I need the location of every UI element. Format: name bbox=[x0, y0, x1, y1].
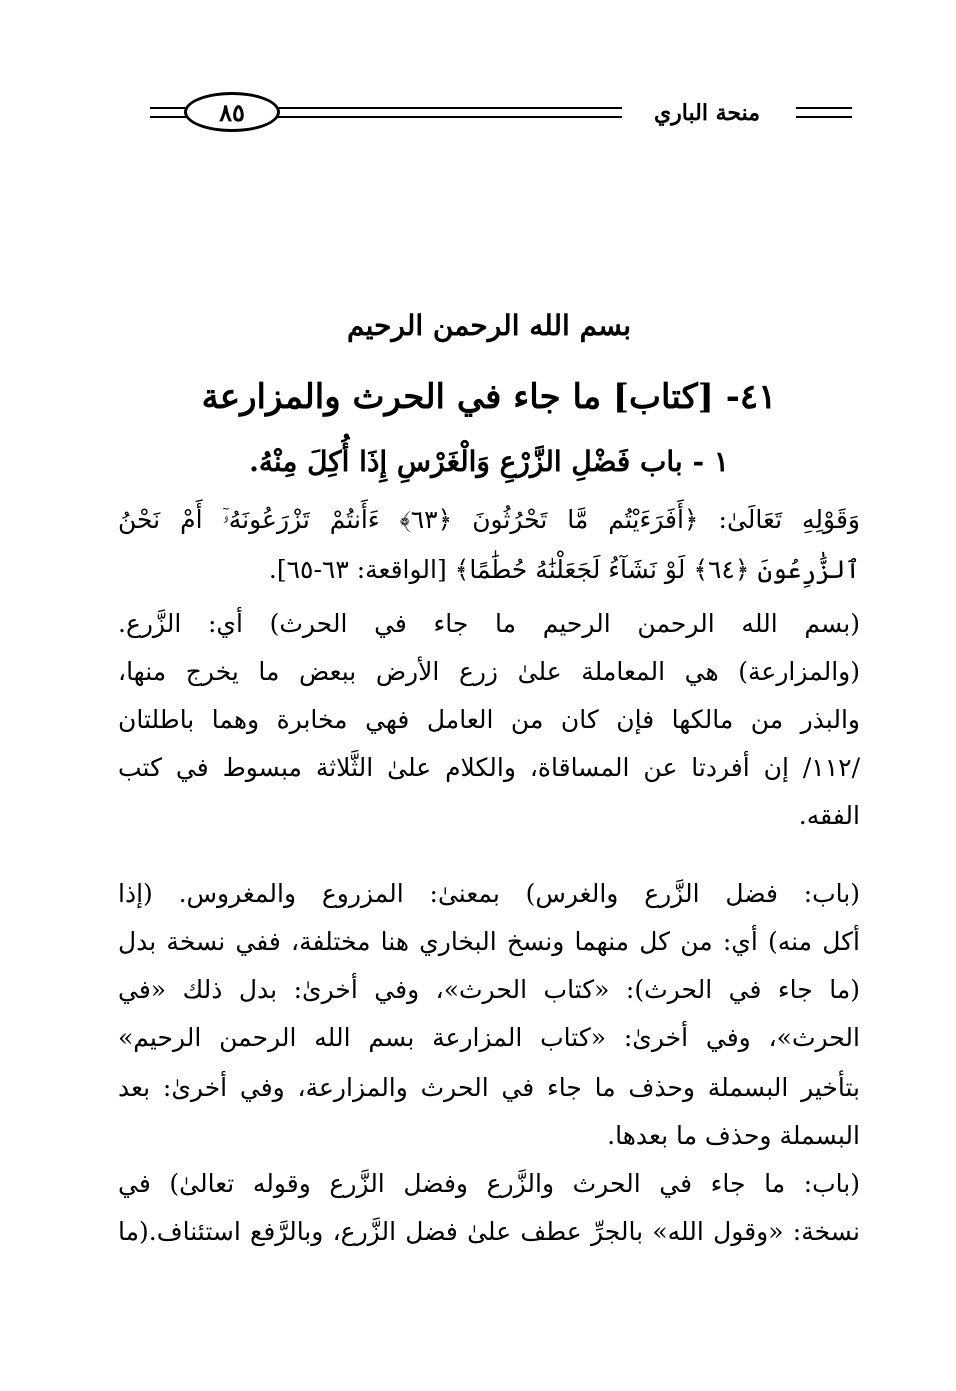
paragraph-line: الفقه. bbox=[798, 801, 860, 830]
paragraph-line: (باب: فضل الزَّرع والغرس) بمعنىٰ: المزروع والمغروس. (إذا bbox=[118, 879, 860, 908]
paragraph-line: /١١٢/ إن أفردتا عن المساقاة، والكلام علىٰ الثَّلاثة مبسوط في كتب bbox=[118, 753, 860, 782]
header-rule-right-top bbox=[796, 107, 852, 109]
basmala-heading: بسم الله الرحمن الرحيم bbox=[347, 309, 631, 342]
paragraph-line: والبذر من مالكها فإن كان من العامل فهي مخابرة وهما باطلتان bbox=[118, 705, 860, 734]
chapter-title: ١ - باب فَضْلِ الزَّرْعِ وَالْغَرْسِ إِذَا أُكِلَ مِنْهُ. bbox=[249, 445, 729, 478]
paragraph-line: (ما جاء في الحرث): «كتاب الحرث»، وفي أخرىٰ: بدل ذلك «في bbox=[118, 975, 860, 1004]
paragraph-line: البسملة وحذف ما بعدها. bbox=[607, 1121, 860, 1150]
page-number bbox=[184, 92, 280, 132]
paragraph-line: نسخة: «وقول الله» بالجرِّ عطف علىٰ فضل الزَّرع، وبالرَّفع استئناف.(ما bbox=[118, 1217, 860, 1246]
paragraph-line: بتأخير البسملة وحذف ما جاء في الحرث والمزارعة، وفي أخرىٰ: بعد bbox=[118, 1073, 860, 1102]
header-rule-middle-top bbox=[276, 107, 622, 109]
verse-line: ٱلزَّٰرِعُونَ ﴿٦٤﴾ لَوْ نَشَآءُ لَجَعَلْنَٰهُ حُطَٰمًا﴾ [الواقعة: ٦٣-٦٥]. bbox=[268, 555, 860, 584]
paragraph-line: أكل منه) أي: من كل منهما ونسخ البخاري هنا مختلفة، ففي نسخة بدل bbox=[118, 927, 860, 956]
book-title: ٤١- [كتاب] ما جاء في الحرث والمزارعة bbox=[201, 377, 777, 417]
verse-line: وَقَوْلِهِ تَعَالَىٰ: ﴿أَفَرَءَيْتُم مَّا تَحْرُثُونَ ﴿٦٣﴾ ءَأَنتُمْ تَزْرَعُونَهُۥٓ أَمْ نَحْنُ bbox=[118, 505, 860, 534]
paragraph-line: (والمزارعة) هي المعاملة علىٰ زرع الأرض ببعض ما يخرج منها، bbox=[118, 657, 860, 686]
header-rule-middle-bottom bbox=[276, 116, 622, 118]
paragraph-line: الحرث»، وفي أخرىٰ: «كتاب المزارعة بسم الله الرحمن الرحيم» bbox=[118, 1023, 860, 1052]
paragraph-line: (باب: ما جاء في الحرث والزَّرع وفضل الزَّرع وقوله تعالىٰ) في bbox=[118, 1169, 860, 1198]
header-rule-left-bottom bbox=[150, 116, 190, 118]
paragraph-line: (بسم الله الرحمن الرحيم ما جاء في الحرث) أي: الزَّرع. bbox=[118, 609, 860, 638]
header-rule-right-bottom bbox=[796, 116, 852, 118]
page-number-text: ٨٥ bbox=[219, 97, 245, 127]
running-title: منحة الباري bbox=[653, 100, 761, 126]
